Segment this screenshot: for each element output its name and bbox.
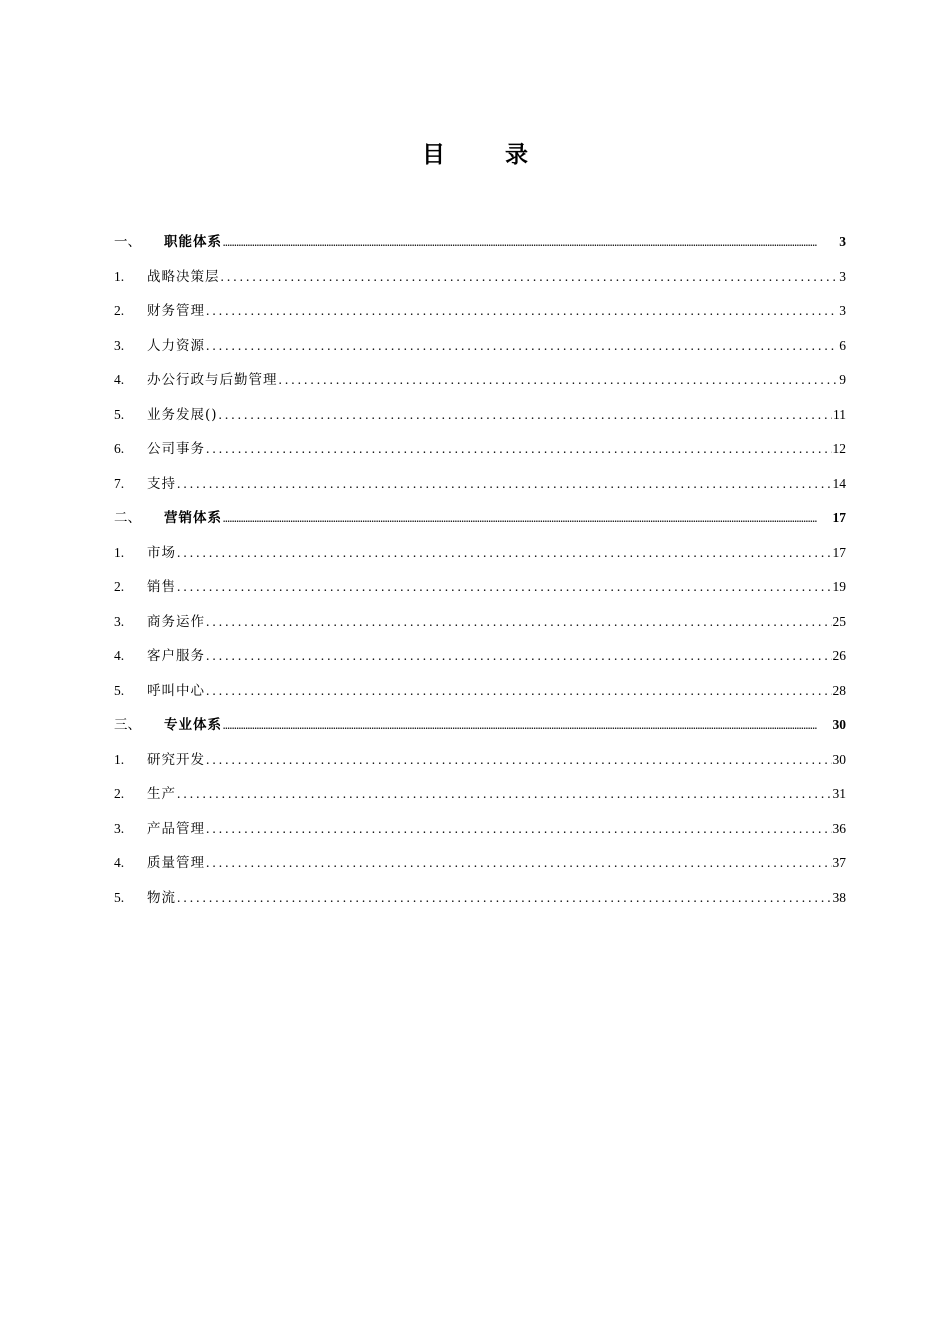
toc-entry[interactable] <box>114 541 846 576</box>
toc-entry[interactable] <box>114 265 846 300</box>
toc-entry[interactable] <box>114 782 846 817</box>
toc-entry-number: 2. <box>114 303 125 318</box>
toc-entry-page: 3 <box>839 234 846 249</box>
toc-entry[interactable] <box>114 679 846 714</box>
toc-entry[interactable] <box>114 368 846 403</box>
toc-leader-dots <box>223 514 832 524</box>
toc-entry-text: 客户服务 <box>147 648 205 664</box>
toc-leader-dots <box>206 441 832 457</box>
toc-leader-dots <box>177 786 832 802</box>
toc-entry-text: 战略决策层 <box>147 268 220 285</box>
toc-entry[interactable] <box>114 748 846 783</box>
toc-entry[interactable] <box>114 575 846 610</box>
toc-entry-text: 产品管理 <box>147 820 205 837</box>
toc-leader-dots <box>221 269 839 285</box>
toc-leader-dots <box>206 303 838 319</box>
toc-entry-text: 物流 <box>147 889 176 906</box>
toc-entry-page: 12 <box>832 441 846 456</box>
toc-entry-number: 二、 <box>114 510 141 526</box>
toc-entry-page: 17 <box>832 544 846 560</box>
toc-entry-text: 商务运作 <box>147 613 205 630</box>
toc-entry-page: 6 <box>839 337 846 353</box>
toc-leader-dots <box>177 476 832 492</box>
toc-entry-page: 26 <box>832 648 846 663</box>
toc-entry-text: 营销体系 <box>164 510 222 526</box>
toc-entry[interactable] <box>114 437 846 472</box>
toc-entry-number: 4. <box>114 372 125 387</box>
toc-entry-number: 1. <box>114 268 125 284</box>
toc-entry-page: 37 <box>832 855 846 870</box>
toc-entry-text: 职能体系 <box>164 234 222 250</box>
toc-entry-page: 28 <box>832 682 846 698</box>
toc-entry-text: 办公行政与后勤管理 <box>147 372 278 388</box>
toc-entry-number: 3. <box>114 820 125 836</box>
toc-entry-text: 支持 <box>147 475 176 492</box>
toc-leader-dots <box>206 821 832 837</box>
toc-entry-page: 14 <box>832 475 846 491</box>
toc-entry[interactable] <box>114 886 846 921</box>
toc-entry-text: 生产 <box>147 786 176 802</box>
toc-entry-section-1[interactable] <box>114 230 846 265</box>
toc-entry-number: 4. <box>114 648 125 663</box>
toc-entry[interactable] <box>114 817 846 852</box>
toc-entry-text: 销售 <box>147 579 176 595</box>
toc-leader-dots <box>219 407 832 423</box>
toc-entry-text: 研究开发 <box>147 751 205 768</box>
toc-entry-page: 38 <box>832 889 846 905</box>
toc-entry-number: 1. <box>114 751 125 767</box>
toc-entry-section-3[interactable] <box>114 713 846 748</box>
toc-entry-text: 公司事务 <box>147 441 205 457</box>
toc-entry[interactable] <box>114 334 846 369</box>
toc-entry-text: 人力资源 <box>147 337 205 354</box>
toc-leader-dots <box>279 372 839 388</box>
toc-entry-number: 5. <box>114 406 125 422</box>
toc-entry-page: 36 <box>832 820 846 836</box>
toc-entry-page: 11 <box>833 406 846 422</box>
toc-leader-dots <box>223 721 832 731</box>
toc-leader-dots <box>206 614 832 630</box>
toc-entry[interactable] <box>114 644 846 679</box>
toc-leader-dots <box>206 752 832 768</box>
toc-entry-number: 3. <box>114 613 125 629</box>
toc-entry-text: 财务管理 <box>147 303 205 319</box>
toc-entry-text: 呼叫中心 <box>147 682 205 699</box>
toc-entry[interactable] <box>114 610 846 645</box>
table-of-contents <box>114 230 846 920</box>
toc-entry-page: 30 <box>832 717 846 732</box>
toc-leader-dots <box>206 855 832 871</box>
toc-entry[interactable] <box>114 851 846 886</box>
toc-title: 目 录 <box>421 141 554 168</box>
toc-leader-dots <box>177 545 832 561</box>
toc-entry-number: 5. <box>114 889 125 905</box>
toc-leader-dots <box>206 338 838 354</box>
toc-entry-text: 市场 <box>147 544 176 561</box>
toc-entry-page: 9 <box>839 372 846 387</box>
toc-entry-page: 25 <box>832 613 846 629</box>
toc-leader-dots <box>206 648 832 664</box>
toc-entry-number: 一、 <box>114 234 141 250</box>
toc-entry-section-2[interactable] <box>114 506 846 541</box>
toc-entry-number: 7. <box>114 475 125 491</box>
toc-entry-number: 6. <box>114 441 125 456</box>
toc-entry-number: 2. <box>114 579 125 594</box>
toc-entry-page: 17 <box>832 510 846 525</box>
toc-entry-page: 3 <box>839 268 846 284</box>
toc-entry-number: 三、 <box>114 717 141 733</box>
toc-entry-page: 3 <box>839 303 846 318</box>
toc-entry-page: 31 <box>832 786 846 801</box>
toc-entry-number: 4. <box>114 855 125 870</box>
toc-leader-dots <box>223 238 838 248</box>
toc-entry[interactable] <box>114 403 846 438</box>
toc-entry-page: 30 <box>832 751 846 767</box>
toc-entry-number: 1. <box>114 544 125 560</box>
toc-entry-number: 5. <box>114 682 125 698</box>
toc-entry-number: 3. <box>114 337 125 353</box>
toc-entry-text: 质量管理 <box>147 855 205 871</box>
toc-leader-dots <box>177 579 832 595</box>
toc-entry-text: 专业体系 <box>164 717 222 733</box>
toc-entry-text: 业务发展() <box>147 406 218 423</box>
toc-entry-number: 2. <box>114 786 125 801</box>
toc-leader-dots <box>206 683 832 699</box>
toc-leader-dots <box>177 890 832 906</box>
toc-entry[interactable] <box>114 299 846 334</box>
toc-entry-page: 19 <box>832 579 846 594</box>
toc-entry[interactable] <box>114 472 846 507</box>
